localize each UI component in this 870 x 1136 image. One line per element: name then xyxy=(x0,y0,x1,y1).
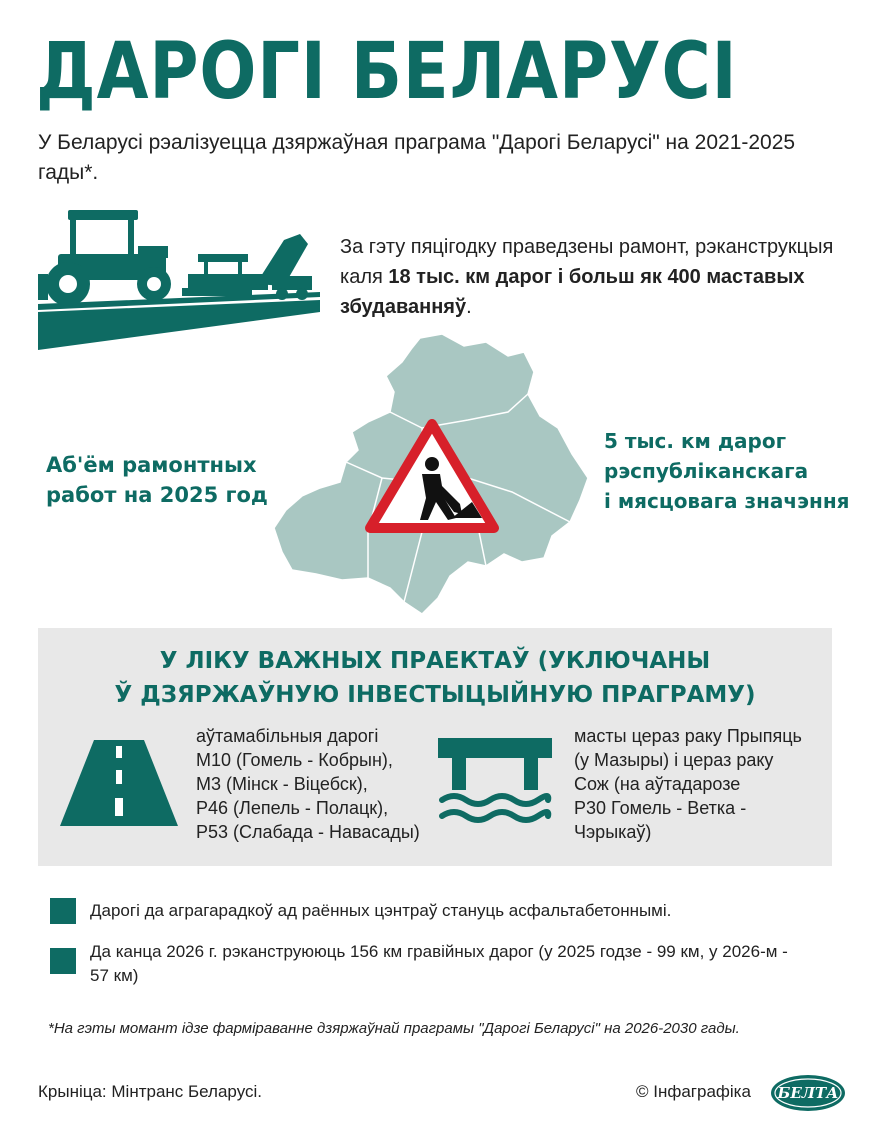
list-item: М3 (Мінск - Віцебск), xyxy=(196,774,368,794)
page-title: ДАРОГІ БЕЛАРУСІ xyxy=(36,27,738,117)
bullet-square xyxy=(50,898,76,924)
bullet-square xyxy=(50,948,76,974)
credit-text: © Інфаграфіка xyxy=(636,1082,751,1101)
bullet-text: Дарогі да аграгарадкоў ад раённых цэнтраў стануць асфальтабетоннымі. xyxy=(90,901,672,920)
right-caption-line: рэспубліканскага xyxy=(604,459,809,483)
belarus-map xyxy=(272,332,592,616)
bridge-icon xyxy=(438,738,552,830)
road-icon xyxy=(60,740,178,826)
bridges-list xyxy=(574,724,824,844)
list-item: М10 (Гомель - Кобрын), xyxy=(196,750,393,770)
list-item: (у Мазыры) і цераз раку xyxy=(574,750,774,770)
list-item: Сож (на аўтадарозе xyxy=(574,774,741,794)
belta-logo xyxy=(770,1074,846,1112)
fact-text-2: . xyxy=(466,296,472,318)
right-caption-line: 5 тыс. км дарог xyxy=(604,429,787,453)
list-item: Р46 (Лепель - Полацк), xyxy=(196,798,389,818)
list-item: масты цераз раку Прыпяць xyxy=(574,726,802,746)
list-item: Р53 (Слабада - Навасады) xyxy=(196,822,420,842)
projects-title-line: У ЛІКУ ВАЖНЫХ ПРАЕКТАЎ (УКЛЮЧАНЫ xyxy=(159,648,711,674)
footnote: *На гэты момант ідзе фарміраванне дзяржаўнай праграмы "Дарогі Беларусі" на 2026-2030 гады. xyxy=(48,1020,740,1037)
roads-list xyxy=(196,724,436,844)
list-item: Р30 Гомель - Ветка - xyxy=(574,798,747,818)
source-text: Крыніца: Мінтранс Беларусі. xyxy=(38,1082,263,1101)
right-caption xyxy=(604,426,864,516)
intro-text: У Беларусі рэалізуецца дзяржаўная праграма "Дарогі Беларусі" на 2021-2025 гады*. xyxy=(38,131,796,184)
road-machinery-icon xyxy=(38,204,320,350)
fact-repaired-roads xyxy=(340,232,840,322)
fact-bold-figure: 18 тыс. км дарог і больш як 400 маставых збудаванняў xyxy=(340,266,805,318)
logo-text: БЕЛТА xyxy=(777,1084,839,1102)
left-caption: Аб'ём рамонтных работ на 2025 год xyxy=(46,453,268,507)
projects-panel xyxy=(38,628,832,866)
fact-text-1: За гэту пяцігодку праведзены рамонт, рэканструкцыя каля xyxy=(340,236,834,288)
projects-title-line: Ў ДЗЯРЖАЎНУЮ ІНВЕСТЫЦЫЙНУЮ ПРАГРАМУ) xyxy=(114,682,756,708)
right-caption-line: і мясцовага значэння xyxy=(604,489,850,513)
list-item: аўтамабільныя дарогі xyxy=(196,726,379,746)
bullet-text: Да канца 2026 г. рэканструююць 156 км гравійных дарог (у 2025 годзе - 99 км, у 2026-м - 57 км) xyxy=(90,942,788,985)
projects-title xyxy=(38,644,832,712)
list-item: Чэрыкаў) xyxy=(574,822,652,842)
